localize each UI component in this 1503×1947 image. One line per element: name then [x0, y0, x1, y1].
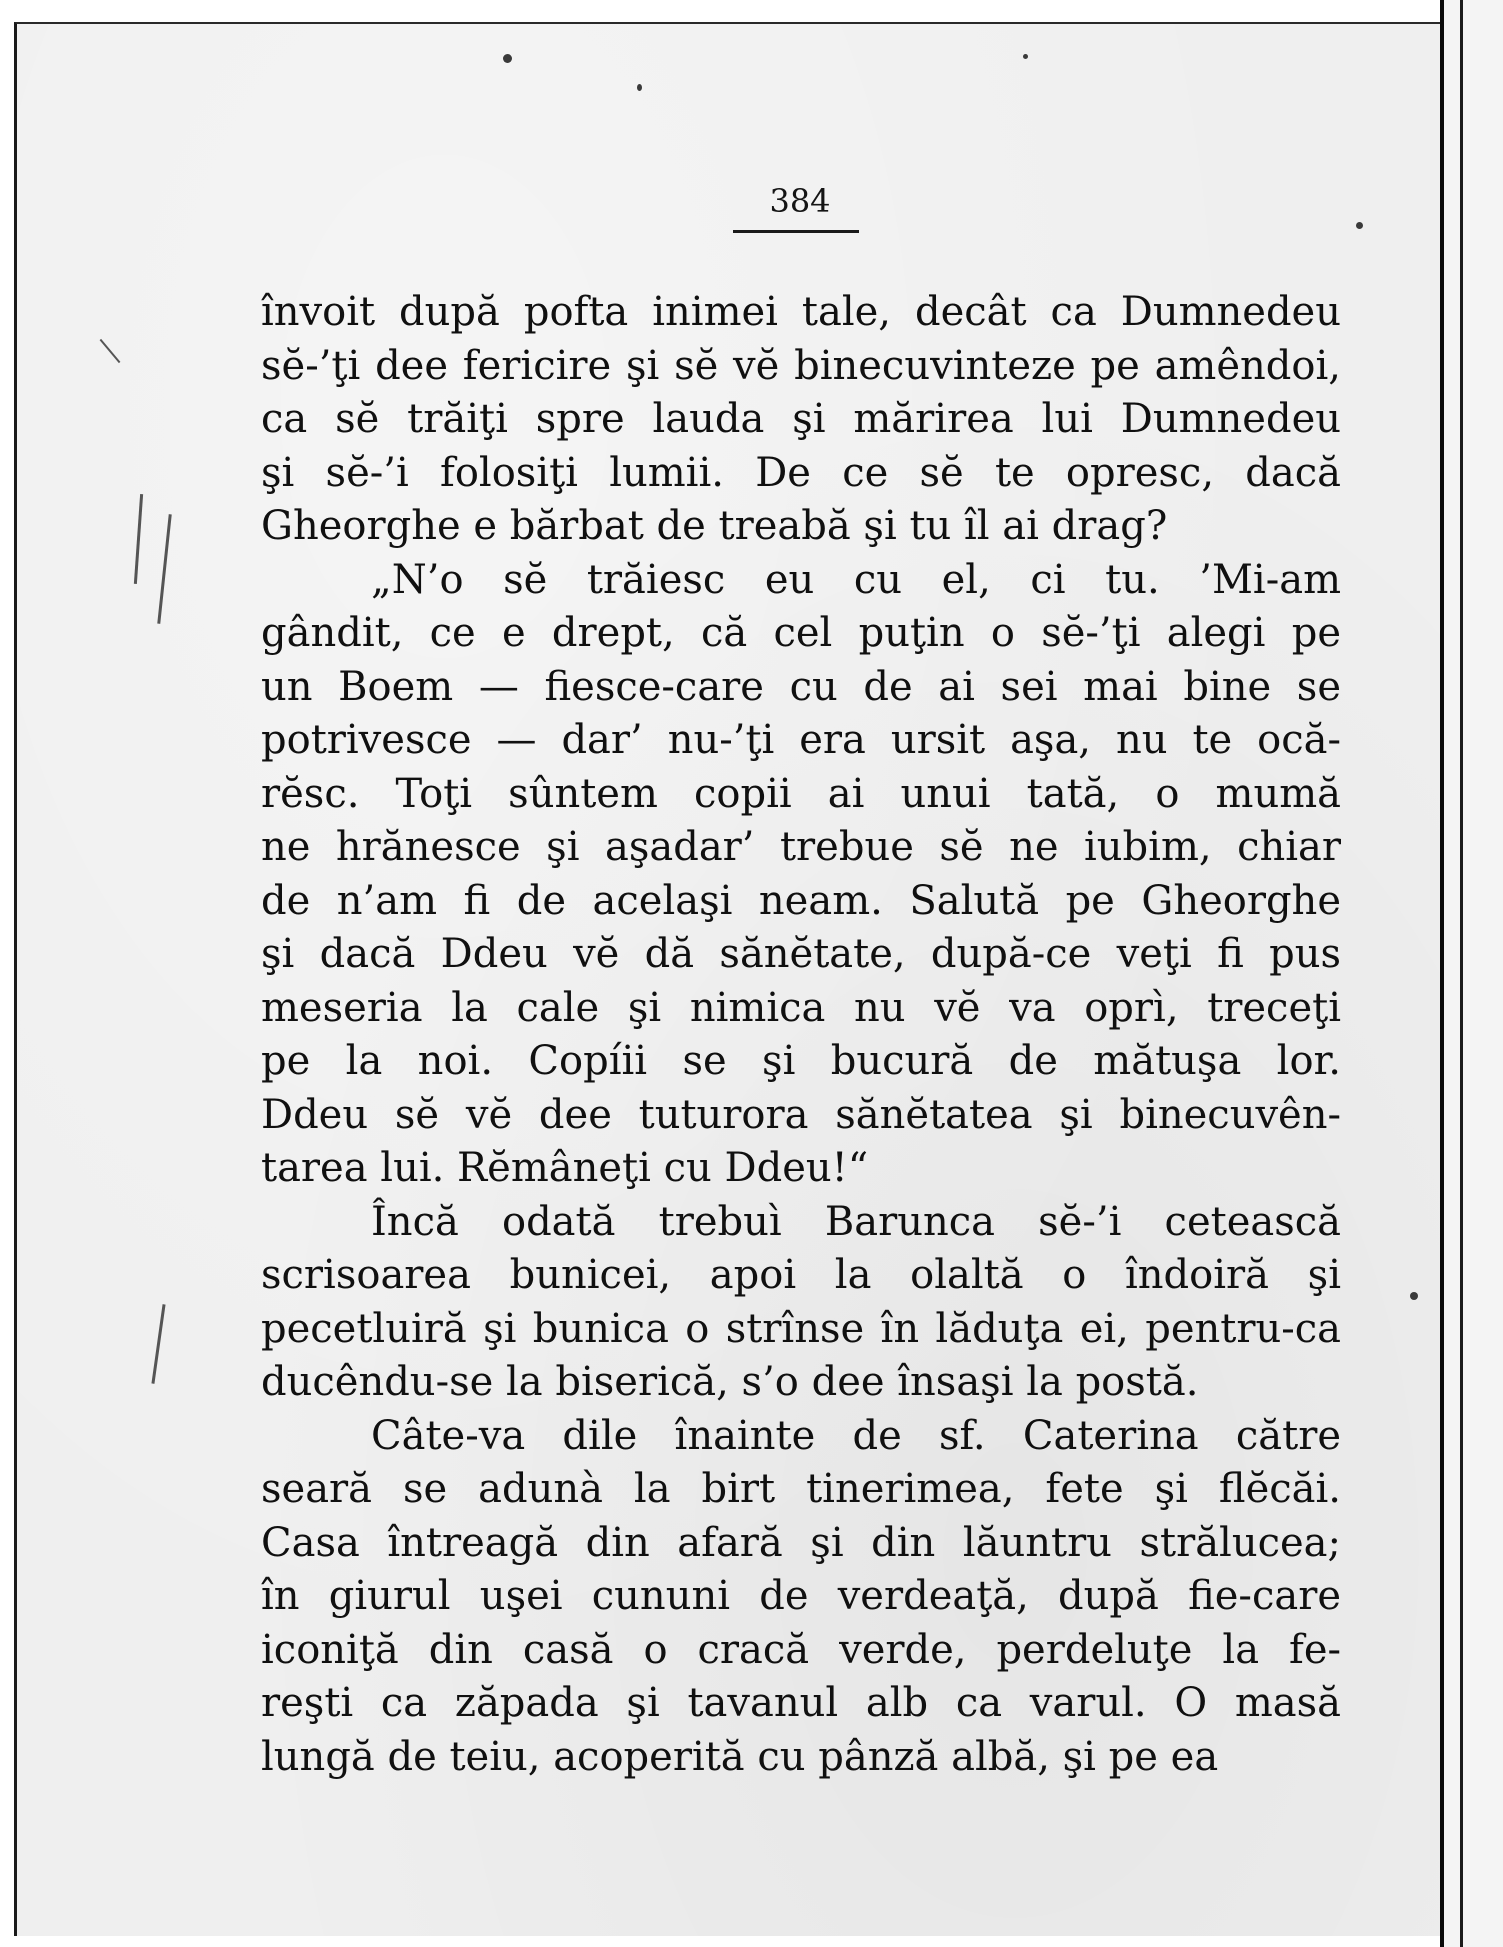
text-line: un Boem — fiesce-care cu de ai sei mai bine se: [261, 663, 1341, 710]
scan-speck: [1410, 1292, 1418, 1300]
text-line: Gheorghe e bărbat de treabă şi tu îl ai drag?: [261, 503, 1168, 549]
text-line: Ddeu sĕ vĕ dee tuturora sănĕtatea şi binecuvên-: [261, 1091, 1341, 1138]
margin-mark: [151, 1304, 165, 1384]
text-line: de n’am fi de acelaşi neam. Salută pe Gheorghe: [261, 877, 1341, 924]
adjacent-page-edge: [1460, 0, 1463, 1947]
text-line: şi dacă Ddeu vĕ dă sănĕtate, după-ce veţi fi pus: [261, 931, 1341, 977]
book-page: [14, 22, 1443, 1936]
text-line: rĕsc. Toţi sûntem copii ai unui tată, o mumă: [261, 770, 1341, 817]
margin-mark: [134, 494, 143, 584]
text-line: tarea lui. Rĕmâneţi cu Ddeu!“: [261, 1145, 869, 1191]
scan-speck: [1356, 222, 1363, 229]
text-line: învoit după pofta inimei tale, decât ca Dumnedeu: [261, 289, 1341, 335]
text-line: în giurul uşei cununi de verdeaţă, după fie-care: [261, 1573, 1341, 1619]
margin-mark: [100, 339, 121, 363]
text-line: ducêndu-se la biserică, s’o dee însaşi la postă.: [261, 1359, 1199, 1405]
text-line: lungă de teiu, acoperită cu pânză albă, şi pe ea: [261, 1733, 1219, 1780]
text-line: scrisoarea bunicei, apoi la olaltă o îndoiră şi: [261, 1252, 1341, 1298]
scan-speck: [637, 84, 642, 91]
text-line: Casa întreagă din afară şi din lăuntru strălucea;: [261, 1519, 1341, 1566]
margin-mark: [157, 514, 171, 624]
page-number: 384: [769, 182, 831, 220]
page-number-rule: [733, 230, 859, 233]
text-line: pe la noi. Copíii se şi bucură de mătuşa lor.: [261, 1038, 1341, 1084]
text-line: Câte-va dile înainte de sf. Caterina către: [371, 1412, 1341, 1459]
body-text: [261, 286, 1341, 1784]
text-line: ne hrănesce şi aşadar’ trebue sĕ ne iubim, chiar: [261, 824, 1341, 870]
text-line: iconiţă din casă o cracă verde, perdeluţe la fe-: [261, 1626, 1341, 1673]
text-line: şi sĕ-’i folosiţi lumii. De ce sĕ te opresc, dacă: [261, 449, 1341, 496]
text-line: seară se adunà la birt tinerimea, fete şi flĕcăi.: [261, 1466, 1341, 1512]
text-line: ca sĕ trăiţi spre lauda şi mărirea lui Dumnedeu: [261, 396, 1341, 442]
text-line: Încă odată trebuì Barunca sĕ-’i cetească: [371, 1198, 1341, 1245]
scan-speck: [1023, 54, 1028, 59]
text-line: „N’o sĕ trăiesc eu cu el, ci tu. ’Mi-am: [371, 556, 1341, 603]
text-line: potrivesce — dar’ nu-’ţi era ursit aşa, nu te ocă-: [261, 717, 1341, 763]
text-line: pecetluiră şi bunica o strînse în lăduţa ei, pentru-ca: [261, 1305, 1341, 1352]
scan-speck: [503, 54, 512, 63]
text-line: meseria la cale şi nimica nu vĕ va oprì, treceţi: [261, 984, 1341, 1031]
text-line: gândit, ce e drept, că cel puţin o sĕ-’ţi alegi pe: [261, 610, 1341, 656]
text-line: sĕ-’ţi dee fericire şi sĕ vĕ binecuvinteze pe amêndoi,: [261, 342, 1341, 389]
adjacent-page-strip: [1444, 0, 1503, 1947]
text-line: reşti ca zăpada şi tavanul alb ca varul. O masă: [261, 1680, 1341, 1726]
